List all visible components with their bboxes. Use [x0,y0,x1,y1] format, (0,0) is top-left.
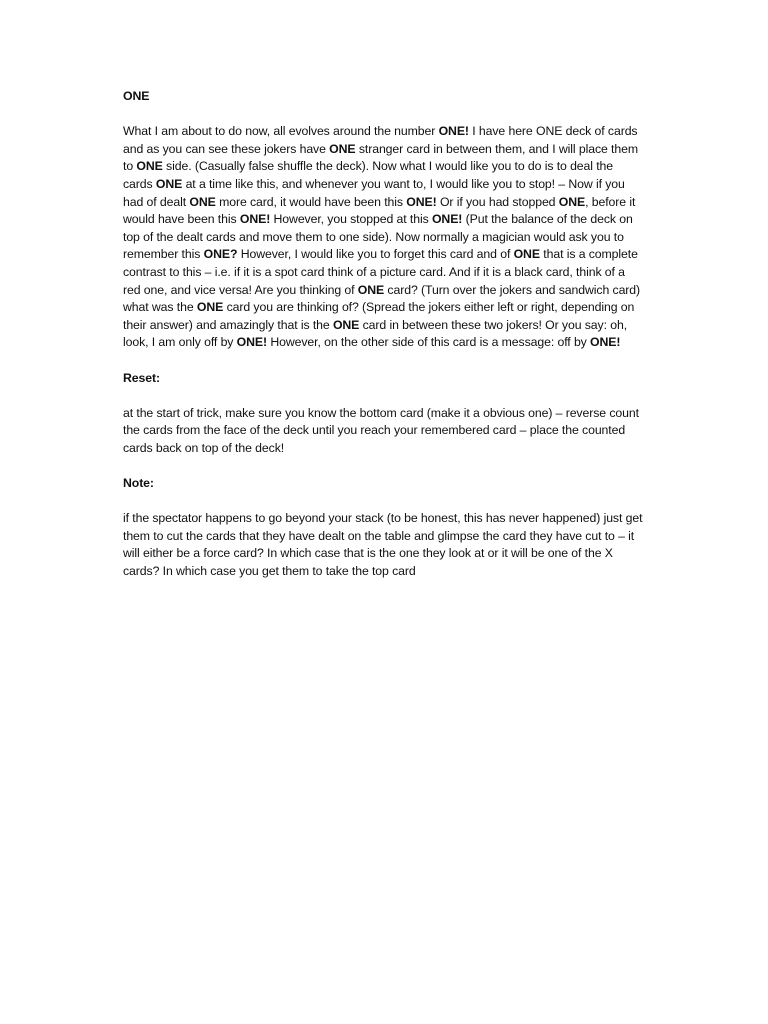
emphasis-text: ONE [196,300,224,315]
emphasis-text: ONE [357,282,385,297]
document-content [123,88,645,598]
body-text: (Put the balance of the deck on top of the dealt cards and move them to one side). Now normally a magician would ask you to remember this [123,212,633,262]
emphasis-text: ONE! [239,212,271,227]
body-text: Or if you had stopped [436,194,559,209]
emphasis-text: ONE [558,194,586,209]
body-text: side. (Casually false shuffle the deck). Now what I would like you to do is to deal the cards [123,159,614,191]
body-text: I have here ONE deck of cards and as you can see these jokers have [123,124,638,156]
reset-paragraph: at the start of trick, make sure you know the bottom card (make it a obvious one) – reverse count the cards from the face of the deck until you reach your remembered card – place the counted cards back on top of the deck! [123,405,639,455]
emphasis-text: ONE [189,194,216,209]
note-heading: Note: [123,476,154,491]
note-paragraph: if the spectator happens to go beyond your stack (to be honest, this has never happened) just get them to cut the cards that they have dealt on the table and glimpse the card they have cut to – it will either be a force card? In which case that is the one they look at or it will be one of the X cards? In which case you get them to take the top card [123,511,643,579]
emphasis-text: ONE! [590,335,621,350]
emphasis-text: ONE [155,176,183,191]
body-text: more card, it would have been this [215,194,407,209]
emphasis-text: ONE [513,247,540,262]
body-text: at a time like this, and whenever you want to, I would like you to stop! – Now if you had of dealt [123,176,625,209]
body-text: However, you stopped at this [270,212,432,227]
body-text: However, on the other side of this card is a message: off by [267,335,591,350]
body-paragraph [123,123,645,352]
body-text: card? (Turn over the jokers and sandwich card) what was the [123,282,641,315]
emphasis-text: ONE? [203,247,238,262]
body-text: stranger card in between them, and I will place them to [123,141,638,174]
emphasis-text: ONE [332,317,360,332]
body-text: , before it would have been this [123,194,636,227]
body-text: that is a complete contrast to this – i.e. if it is a spot card think of a picture card. And if it is a black card, think of a red one, and vice versa! Are you thinking of [123,247,638,297]
emphasis-text: ONE! [406,194,437,209]
document-title: ONE [123,89,150,103]
body-text: However, I would like you to forget this card and of [237,247,514,262]
reset-heading: Reset: [123,370,160,385]
body-text: What I am about to do now, all evolves around the number [123,124,439,139]
emphasis-text: ONE! [236,335,268,350]
emphasis-text: ONE! [438,124,469,139]
emphasis-text: ONE [329,141,356,156]
emphasis-text: ONE! [431,212,463,227]
emphasis-text: ONE [136,159,163,174]
body-text: card you are thinking of? (Spread the jokers either left or right, depending on their answer) and amazingly that is the [123,300,635,332]
body-text: card in between these two jokers! Or you say: oh, look, I am only off by [123,317,628,350]
